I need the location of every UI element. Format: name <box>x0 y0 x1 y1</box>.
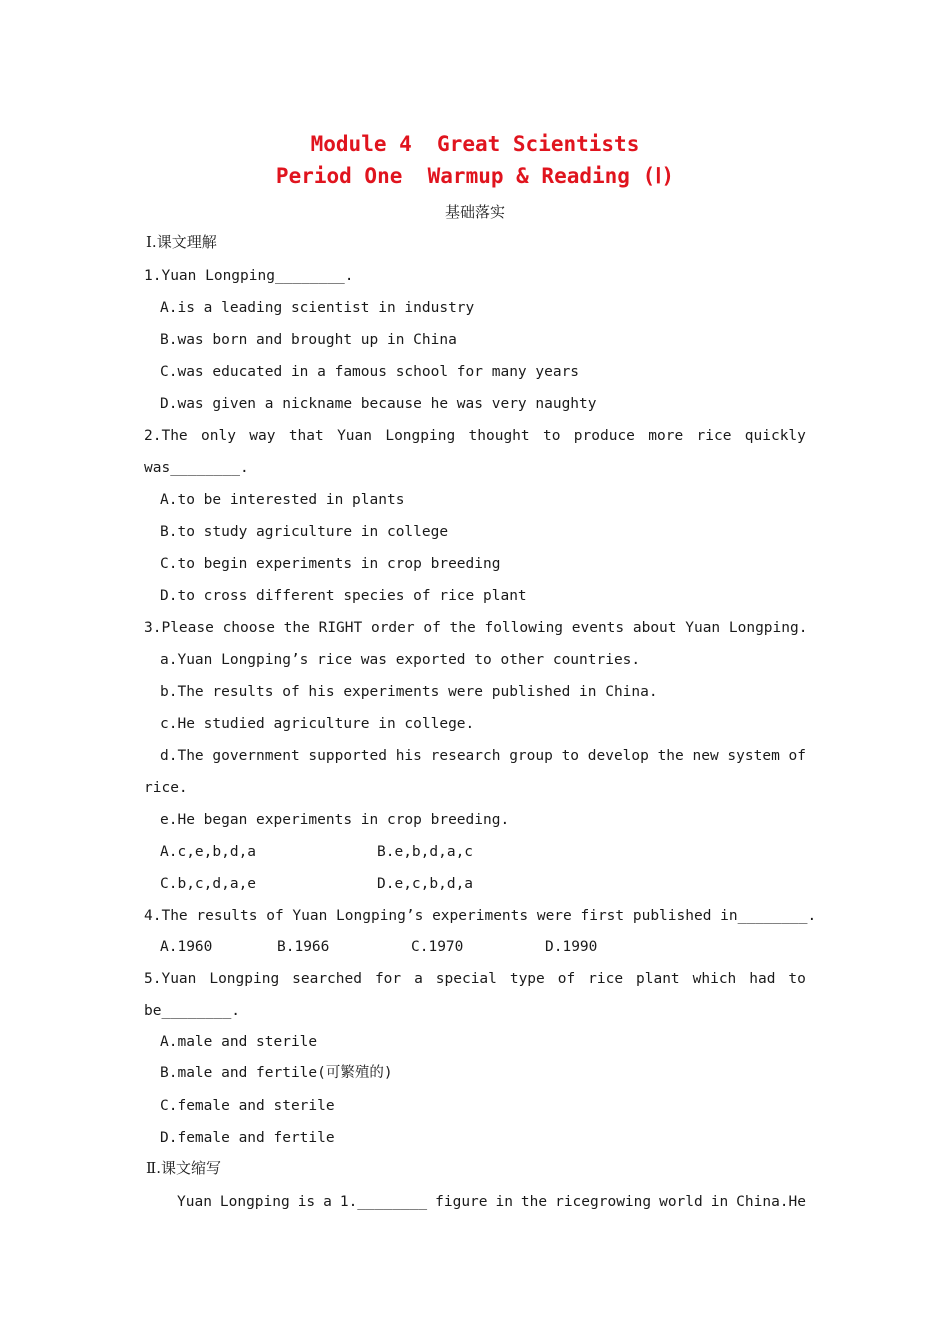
word: his <box>395 748 422 764</box>
word: d.The <box>160 748 204 764</box>
question-2-stem-continued: was________. <box>144 460 249 476</box>
question-1-option-a: A.is a leading scientist in industry <box>160 300 475 316</box>
section-label-basics: 基础落实 <box>444 203 505 221</box>
word: Longping <box>219 1194 290 1210</box>
question-5-option-b: B.male and fertile(可繁殖的) <box>160 1065 393 1081</box>
question-3-event-e: e.He began experiments in crop breeding. <box>160 812 510 828</box>
question-5-option-c: C.female and sterile <box>160 1098 335 1114</box>
word: to <box>542 428 561 444</box>
word: to <box>788 971 806 987</box>
question-3-option-a: A.c,e,b,d,a <box>160 844 257 860</box>
question-3-event-c: c.He studied agriculture in college. <box>160 716 475 732</box>
question-3-event-b: b.The results of his experiments were published in China. <box>160 684 658 700</box>
word: develop <box>587 748 649 764</box>
word: the <box>657 748 684 764</box>
page-subtitle-period: Period One Warmup & Reading (Ⅰ) <box>275 164 675 188</box>
word: way <box>249 428 276 444</box>
question-1-option-b: B.was born and brought up in China <box>160 332 457 348</box>
word: only <box>201 428 236 444</box>
word: ricegrowing <box>555 1194 652 1210</box>
section-heading-comprehension: Ⅰ.课文理解 <box>146 233 217 251</box>
word: of <box>557 971 576 987</box>
question-5-option-a: A.male and sterile <box>160 1034 318 1050</box>
word: a <box>414 971 423 987</box>
word: which <box>692 971 737 987</box>
question-2-option-a: A.to be interested in plants <box>160 492 405 508</box>
word: thought <box>468 428 530 444</box>
question-1-option-c: C.was educated in a famous school for many years <box>160 364 580 380</box>
word: Yuan <box>337 428 372 444</box>
question-3-stem: 3.Please choose the RIGHT order of the following events about Yuan Longping. <box>144 620 808 636</box>
question-5-stem-continued: be________. <box>144 1003 241 1019</box>
question-2-option-b: B.to study agriculture in college <box>160 524 449 540</box>
word: Longping <box>385 428 456 444</box>
word: 5.Yuan <box>144 971 197 987</box>
word: type <box>509 971 545 987</box>
word: for <box>374 971 402 987</box>
word: that <box>288 428 324 444</box>
word: China.He <box>736 1194 806 1210</box>
word: quickly <box>744 428 806 444</box>
word: system <box>727 748 780 764</box>
word: Yuan <box>177 1194 212 1210</box>
question-2-stem <box>144 426 806 446</box>
word: the <box>520 1194 548 1210</box>
word: Longping <box>209 971 280 987</box>
question-3-event-d <box>160 746 806 766</box>
question-4-option-d: D.1990 <box>545 939 598 955</box>
word: plant <box>636 971 680 987</box>
word: new <box>692 748 719 764</box>
word: more <box>648 428 684 444</box>
question-3-event-d-continued: rice. <box>144 780 188 796</box>
word: produce <box>573 428 635 444</box>
word: in <box>495 1194 513 1210</box>
question-3-option-b: B.e,b,d,a,c <box>377 844 474 860</box>
question-2-option-d: D.to cross different species of rice plant <box>160 588 527 604</box>
question-3-option-d: D.e,c,b,d,a <box>377 876 474 892</box>
summary-line-1 <box>177 1192 806 1212</box>
word: 2.The <box>144 428 188 444</box>
word: of <box>788 748 806 764</box>
word: government <box>212 748 300 764</box>
question-5-stem <box>144 969 806 989</box>
word: figure <box>435 1194 488 1210</box>
word: supported <box>308 748 387 764</box>
word: in <box>710 1194 729 1210</box>
question-4-option-a: A.1960 <box>160 939 213 955</box>
question-3-option-c: C.b,c,d,a,e <box>160 876 257 892</box>
word: a <box>323 1194 332 1210</box>
word: world <box>659 1194 703 1210</box>
word: to <box>561 748 580 764</box>
section-heading-summary: Ⅱ.课文缩写 <box>146 1159 221 1177</box>
word: group <box>509 748 553 764</box>
word: is <box>297 1194 316 1210</box>
question-4-option-c: C.1970 <box>411 939 464 955</box>
question-3-event-a: a.Yuan Longping’s rice was exported to other countries. <box>160 652 641 668</box>
question-5-option-d: D.female and fertile <box>160 1130 335 1146</box>
question-1-stem: 1.Yuan Longping________. <box>144 268 354 284</box>
word: research <box>430 748 501 764</box>
blank-1: 1.________ <box>339 1194 428 1210</box>
question-4-option-b: B.1966 <box>277 939 330 955</box>
question-2-option-c: C.to begin experiments in crop breeding <box>160 556 501 572</box>
page-title: Module 4 Great Scientists <box>310 132 640 156</box>
word: rice <box>588 971 624 987</box>
word: searched <box>292 971 362 987</box>
word: special <box>435 971 497 987</box>
question-4-stem: 4.The results of Yuan Longping’s experiments were first published in________. <box>144 908 817 924</box>
question-1-option-d: D.was given a nickname because he was very naughty <box>160 396 597 412</box>
word: rice <box>696 428 732 444</box>
word: had <box>749 971 776 987</box>
